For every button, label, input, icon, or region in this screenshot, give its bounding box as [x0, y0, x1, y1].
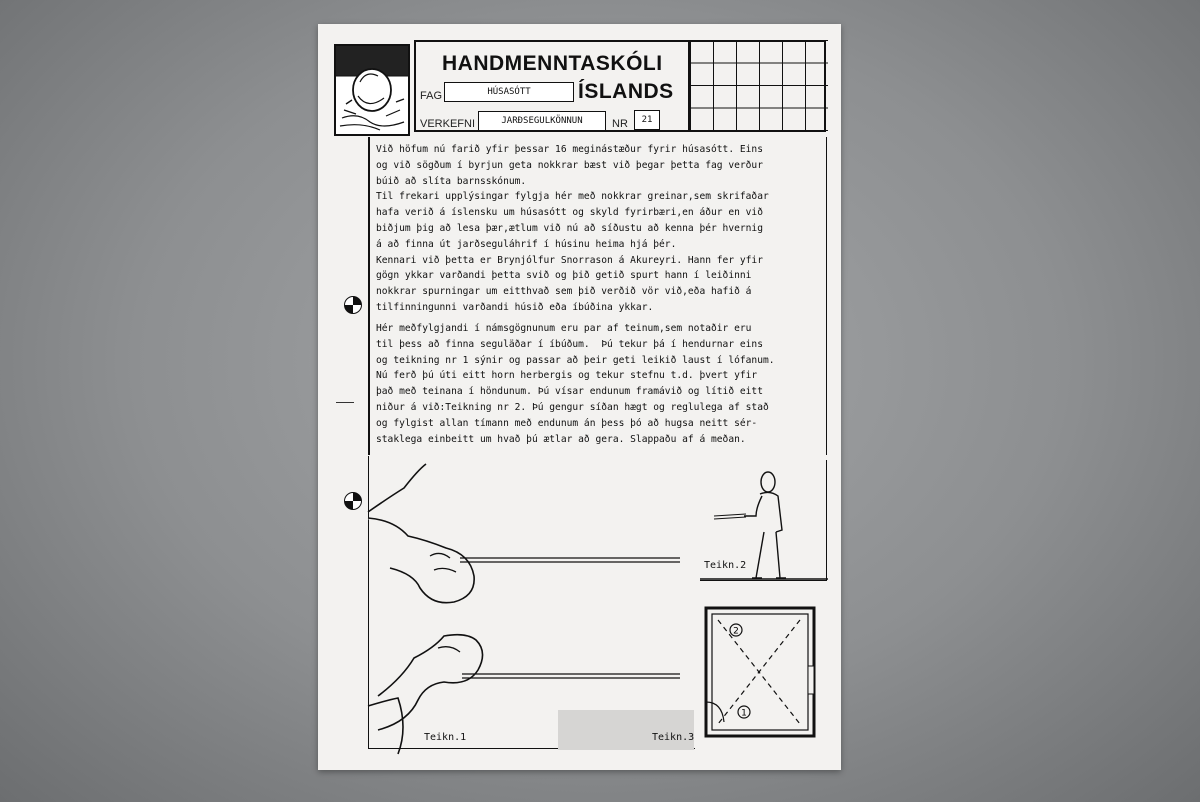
punch-hole-mark [344, 296, 362, 314]
fag-field: HÚSASÓTT [444, 82, 574, 102]
school-name-line2: ÍSLANDS [578, 80, 674, 103]
figure-3-caption: Teikn.3 [652, 732, 695, 743]
marker-end: 1 [741, 708, 747, 719]
figure-2-caption: Teikn.2 [704, 560, 747, 571]
figure-1-caption: Teikn.1 [424, 732, 467, 743]
grading-grid [688, 40, 828, 132]
punch-hole-mark [344, 492, 362, 510]
nr-label: NR [612, 118, 628, 130]
school-name-line1: HANDMENNTASKÓLI [442, 52, 663, 75]
paragraph-instructions: Hér meðfylgjandi í námsgögnunum eru par af teinum,sem notaðir eru til þess að finna seguläðar í íbúðum. Þú tekur þá í hendurnar eins og teikning nr 1 sýnir og passar að þeir geti leikið laust í lófanum. Nú ferð þú úti eitt horn herbergis og tekur stefnu t.d. þvert yfir það með teinana í höndunum. Þú vísar endunum framávið og lítið eitt niður á við:Teikning nr 2. Þú gengur síðan hægt og reglulega af stað og fylgist allan tímann með endunum án þess þó að hugsa neitt sér- staklega einbeitt um hvað þú ætlar að gera. Slappaðu af á meðan. [376, 323, 775, 445]
nr-field: 21 [634, 110, 660, 130]
room-floorplan-drawing [704, 606, 830, 740]
fold-mark [336, 402, 354, 403]
school-logo [334, 44, 410, 136]
document-sheet [318, 24, 841, 770]
letterhead [334, 40, 824, 132]
paragraph-intro: Við höfum nú farið yfir þessar 16 meginástæður fyrir húsasótt. Eins og við sögðum í byrjun geta nokkrar bæst við þegar þetta fag verður búið að slíta barnsskónum. Til frekari upplýsingar fylgja hér með nokkrar greinar,sem skrifaðar hafa verið á íslensku um húsasótt og skyld fyrirbæri,en áður en við biðjum þig að lesa þær,ætlum við nú að síðustu að kenna þér hvernig á að finna út jarðseguláhrif í húsinu heima hjá þér. Kennari við þetta er Brynjólfur Snorrason á Akureyri. Hann fer yfir gögn ykkar varðandi þetta svið og þið getið spurt hann í leiðinni nokkrar spurningar um eitthvað sem þið verðið vör við,eða hafið á tilfinningunni varðandi húsið eða íbúðina ykkar. [376, 144, 769, 313]
logo-drawing-icon [336, 46, 408, 134]
hands-holding-rods-drawing [368, 460, 698, 750]
verkefni-field: JARÐSEGULKÖNNUN [478, 111, 606, 131]
verkefni-label: VERKEFNI [420, 118, 476, 130]
marker-start: 2 [733, 626, 739, 637]
letterhead-box [414, 40, 826, 132]
fag-label: FAG [420, 90, 443, 102]
